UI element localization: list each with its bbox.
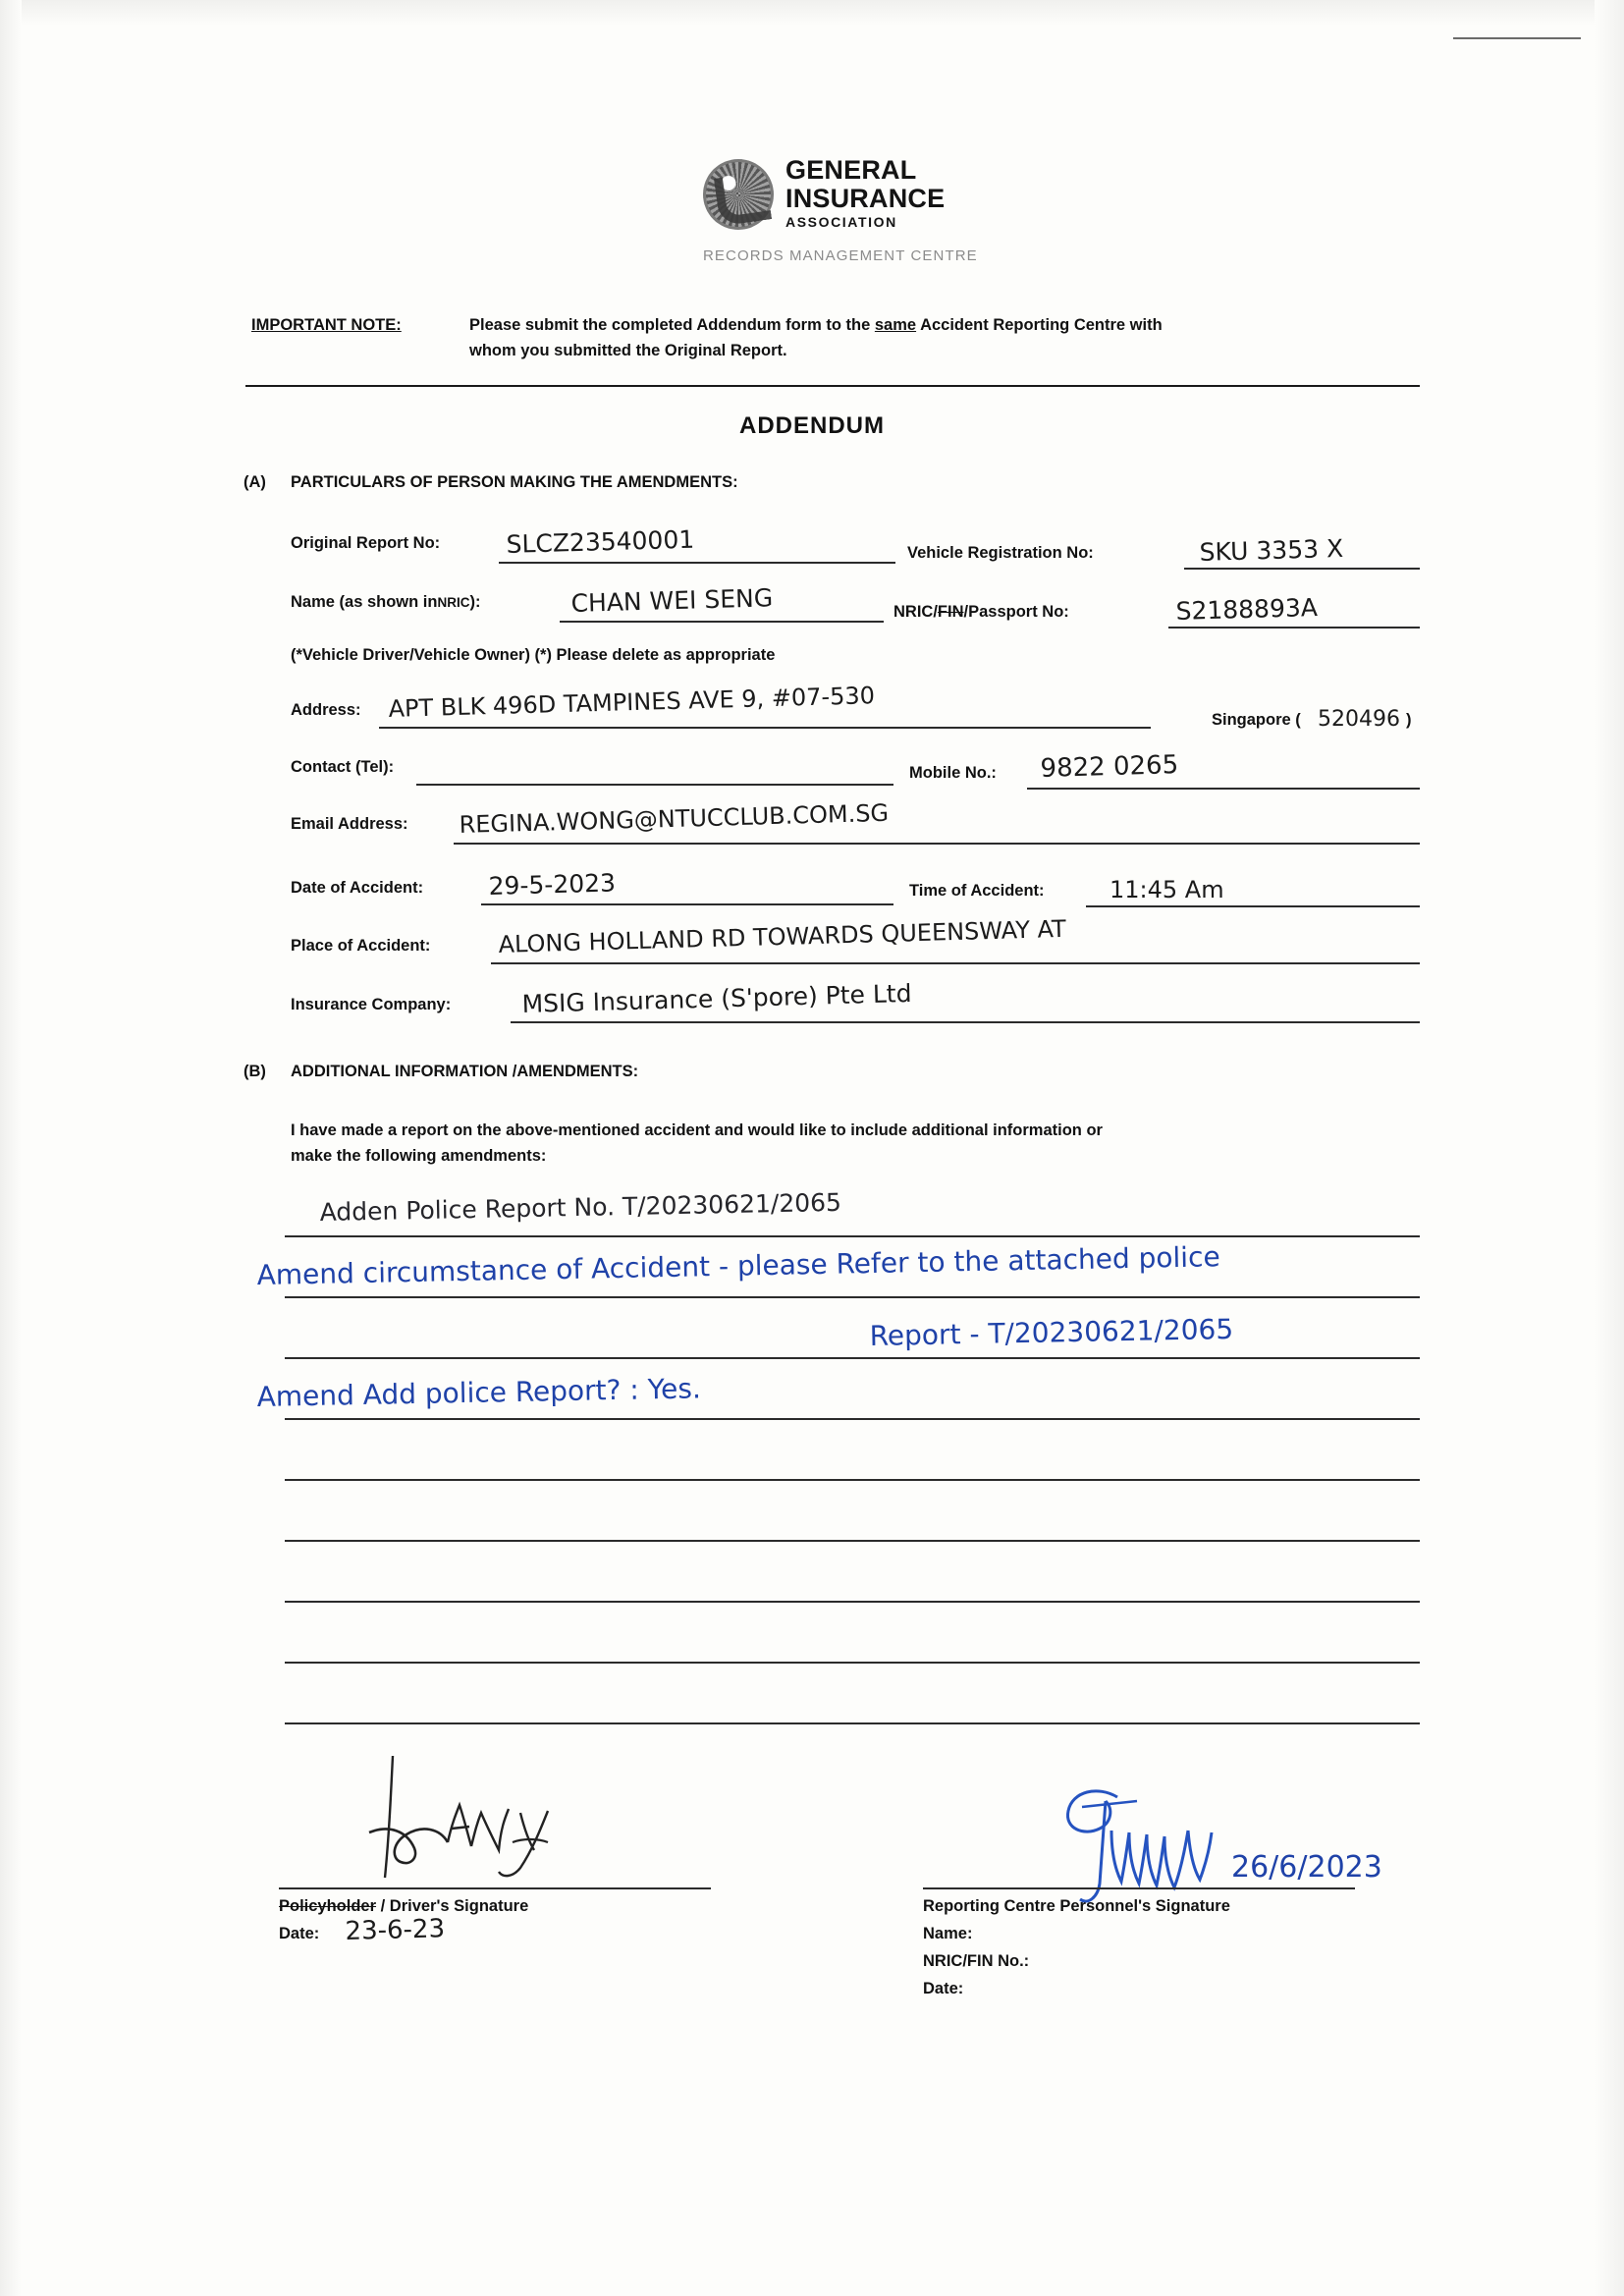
reporting-centre-signature-date: 26/6/2023 xyxy=(1231,1850,1382,1885)
reporting-centre-signature-line xyxy=(923,1887,1355,1889)
label-place-of-accident: Place of Accident: xyxy=(291,937,431,955)
important-note-line1 xyxy=(469,316,1163,335)
field-line-place-of-accident xyxy=(491,962,1420,964)
reporting-centre-date-label: Date: xyxy=(923,1980,964,1997)
value-postal-code: 520496 xyxy=(1318,707,1400,732)
label-postal-close: ) xyxy=(1406,711,1412,729)
value-mobile-no: 9822 0265 xyxy=(1040,750,1179,784)
scan-edge-top xyxy=(0,0,1624,26)
value-email-address: REGINA.WONG@NTUCCLUB.COM.SG xyxy=(459,798,890,839)
label-mobile-no: Mobile No.: xyxy=(909,764,997,782)
records-management-stamp: RECORDS MANAGEMENT CENTRE xyxy=(703,247,978,264)
label-nric-fin-struck: FIN xyxy=(937,603,964,621)
label-name xyxy=(291,593,480,612)
reporting-centre-signature-label: Reporting Centre Personnel's Signature xyxy=(923,1897,1230,1915)
value-place-of-accident: ALONG HOLLAND RD TOWARDS QUEENSWAY AT xyxy=(498,914,1067,958)
value-name: CHAN WEI SENG xyxy=(570,583,774,618)
field-line-nric xyxy=(1168,627,1420,629)
policyholder-label-struck: Policyholder xyxy=(279,1897,377,1915)
important-note-line2: whom you submitted the Original Report. xyxy=(469,342,787,359)
policyholder-label-rest: / Driver's Signature xyxy=(376,1897,529,1915)
policyholder-date-label: Date: xyxy=(279,1925,320,1942)
answer-line-2 xyxy=(285,1296,1420,1298)
logo-line-general: GENERAL xyxy=(785,155,917,185)
section-b-heading: ADDITIONAL INFORMATION /AMENDMENTS: xyxy=(291,1063,639,1080)
label-address: Address: xyxy=(291,701,361,719)
policyholder-signature-line xyxy=(279,1887,711,1889)
scan-edge-left xyxy=(0,0,22,2296)
field-line-name xyxy=(560,621,884,623)
answer-line-4 xyxy=(285,1418,1420,1420)
policyholder-signature-mark xyxy=(346,1748,601,1886)
field-line-address xyxy=(379,727,1151,729)
important-note-label: IMPORTANT NOTE: xyxy=(251,316,402,334)
answer-line-6 xyxy=(285,1540,1420,1542)
answer-line-9 xyxy=(285,1722,1420,1724)
label-nric-b: /Passport No: xyxy=(963,603,1069,621)
label-contact-tel: Contact (Tel): xyxy=(291,758,395,776)
header-divider xyxy=(245,385,1420,387)
field-line-mobile-no xyxy=(1027,788,1420,790)
section-b-marker: (B) xyxy=(244,1063,266,1080)
value-nric: S2188893A xyxy=(1175,592,1319,626)
value-address: APT BLK 496D TAMPINES AVE 9, #07-530 xyxy=(388,682,876,723)
answer-line-7 xyxy=(285,1601,1420,1603)
answer-line-5 xyxy=(285,1479,1420,1481)
policyholder-date-value: 23-6-23 xyxy=(345,1914,446,1946)
label-insurance-company: Insurance Company: xyxy=(291,996,452,1013)
reporting-centre-name-label: Name: xyxy=(923,1925,973,1942)
label-name-main: Name (as shown in xyxy=(291,593,438,611)
field-line-vehicle-registration-no xyxy=(1184,568,1420,570)
value-date-of-accident: 29-5-2023 xyxy=(488,868,617,901)
label-nric xyxy=(893,603,1069,622)
reporting-centre-signature-mark xyxy=(1027,1768,1282,1905)
field-line-contact-tel xyxy=(416,784,893,786)
important-note-line1-b: Accident Reporting Centre with xyxy=(920,316,1163,334)
important-note-emphasis: same xyxy=(874,316,917,334)
field-line-email-address xyxy=(454,843,1420,845)
logo-line-association: ASSOCIATION xyxy=(785,214,897,230)
label-vehicle-registration-no: Vehicle Registration No: xyxy=(907,544,1094,562)
value-vehicle-registration-no: SKU 3353 X xyxy=(1199,533,1344,567)
gia-logo-text xyxy=(785,157,945,229)
page-title: ADDENDUM xyxy=(739,412,885,439)
label-name-end: ): xyxy=(469,593,481,611)
value-time-of-accident: 11:45 Am xyxy=(1110,876,1224,903)
policyholder-signature-label xyxy=(279,1897,528,1916)
value-insurance-company: MSIG Insurance (S'pore) Pte Ltd xyxy=(521,978,912,1018)
field-line-insurance-company xyxy=(511,1021,1420,1023)
section-a-heading: PARTICULARS OF PERSON MAKING THE AMENDMENTS: xyxy=(291,473,738,491)
section-a-marker: (A) xyxy=(244,473,266,491)
field-line-time-of-accident xyxy=(1086,905,1420,907)
section-b-statement-line1: I have made a report on the above-mentioned accident and would like to include additional information or xyxy=(291,1121,1103,1139)
scan-artifact-mark xyxy=(1453,37,1581,39)
field-line-original-report-no xyxy=(499,562,895,564)
amendment-text-line-1: Adden Police Report No. T/20230621/2065 xyxy=(319,1187,842,1227)
delete-as-appropriate-note: (*Vehicle Driver/Vehicle Owner) (*) Please delete as appropriate xyxy=(291,646,776,664)
label-time-of-accident: Time of Accident: xyxy=(909,882,1045,900)
gia-emblem-icon xyxy=(703,159,774,230)
label-nric-a: NRIC/ xyxy=(893,603,938,621)
answer-line-3 xyxy=(285,1357,1420,1359)
label-date-of-accident: Date of Accident: xyxy=(291,879,424,897)
label-original-report-no: Original Report No: xyxy=(291,534,441,552)
reporting-centre-nric-label: NRIC/FIN No.: xyxy=(923,1952,1030,1970)
field-line-date-of-accident xyxy=(481,903,893,905)
answer-line-8 xyxy=(285,1662,1420,1664)
label-email-address: Email Address: xyxy=(291,815,408,833)
amendment-text-line-3: Report - T/20230621/2065 xyxy=(869,1312,1234,1352)
gia-logo xyxy=(703,157,998,265)
section-b-statement-line2: make the following amendments: xyxy=(291,1147,547,1165)
scan-edge-right xyxy=(1595,0,1624,2296)
amendment-text-line-2: Amend circumstance of Accident - please Refer to the attached police xyxy=(256,1240,1220,1291)
amendment-text-line-4: Amend Add police Report? : Yes. xyxy=(256,1372,702,1413)
logo-line-insurance: INSURANCE xyxy=(785,184,946,213)
important-note-line1-a: Please submit the completed Addendum form to the xyxy=(469,316,871,334)
answer-line-1 xyxy=(285,1235,1420,1237)
label-singapore-postal: Singapore ( xyxy=(1212,711,1301,729)
value-original-report-no: SLCZ23540001 xyxy=(506,524,695,559)
label-name-nric: NRIC xyxy=(437,595,470,610)
